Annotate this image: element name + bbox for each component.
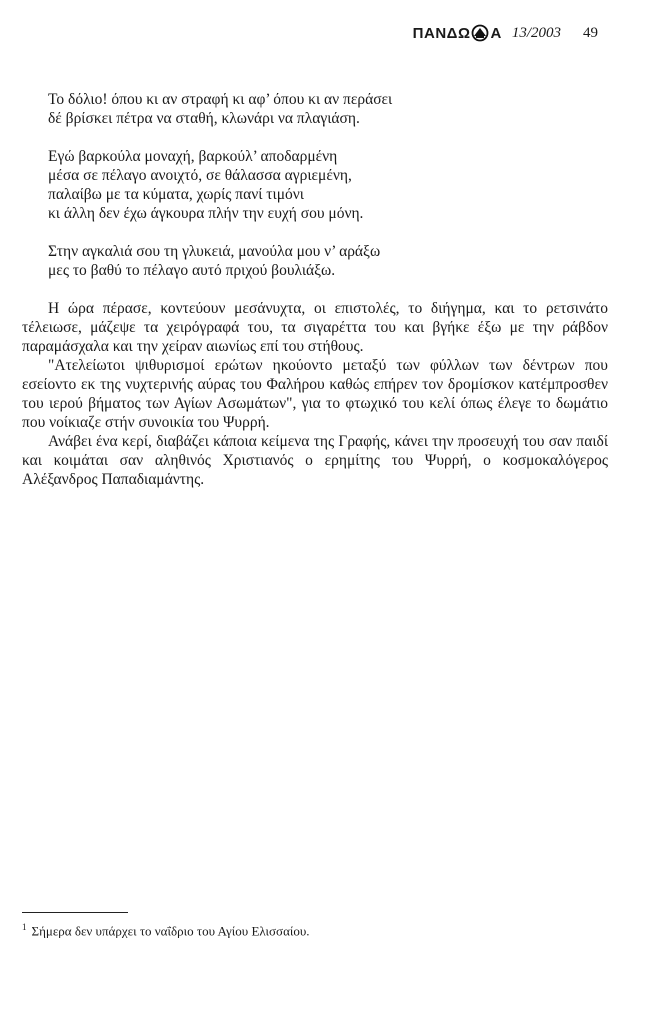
main-text <box>22 90 608 489</box>
footnote <box>22 919 608 939</box>
page-header <box>413 24 598 42</box>
page-number: 49 <box>583 24 598 41</box>
poem <box>22 90 608 280</box>
logo-text-right: Α <box>490 24 502 42</box>
verse-line: Στην αγκαλιά σου τη γλυκειά, μανούλα μου ν’ αράξω <box>48 243 381 260</box>
verse-line: Το δόλιο! όπου κι αν στραφή κι αφ’ όπου κι αν περάσει <box>48 91 393 108</box>
prose-paragraph: Η ώρα πέρασε, κοντεύουν μεσάνυχτα, οι επιστολές, το διήγημα, και το ρετσινάτο τέλειωσε, μάζεψε τα χειρόγραφά του, τα σιγαρέττα του και βγήκε έξω με την ράβδον παραμάσχαλα και την χείραν αιωνίως επί του στήθους. <box>22 300 608 355</box>
verse-line: μες το βαθύ το πέλαγο αυτό πριχού βουλιάξω. <box>48 262 336 279</box>
footnote-marker: 1 <box>22 922 27 932</box>
logo-text-left: ΠΑΝΔΩ <box>412 24 471 42</box>
verse-line: μέσα σε πέλαγο ανοιχτό, σε θάλασσα αγριεμένη, <box>48 167 352 184</box>
issue-number: 13/2003 <box>511 24 561 41</box>
pandora-emblem-icon <box>471 24 489 42</box>
prose-section <box>22 299 608 489</box>
footnote-text: Σήμερα δεν υπάρχει το ναΐδριο του Αγίου Ελισσαίου. <box>31 923 310 939</box>
poem-stanza <box>48 90 608 128</box>
prose-paragraph: Ανάβει ένα κερί, διαβάζει κάποια κείμενα της Γραφής, κάνει την προσευχή του σαν παιδί και κοιμάται σαν αληθινός Χριστιανός ο ερημίτης του Ψυρρή, ο κοσμοκαλόγερος Αλέξανδρος Παπαδιαμάντης. <box>22 433 608 488</box>
verse-line: παλαίβω με τα κύματα, χωρίς πανί τιμόνι <box>48 186 304 203</box>
prose-paragraph: "Ατελείωτοι ψιθυρισμοί ερώτων ηκούοντο μεταξύ των φύλλων των δέντρων που εσείοντο εκ της νυχτερινής αύρας του Φαλήρου καθώς επήρεν τον δρομίσκον κατέμπροσθεν του ιερού βήματος των Αγίων Ασωμάτων", για το φτωχικό του κελί όπως έλεγε το δωμάτιο που νοίκιαζε στήν συνοικία του Ψυρρή. <box>22 357 608 431</box>
poem-stanza <box>48 147 608 223</box>
journal-logo <box>413 24 502 42</box>
footnote-divider <box>22 912 128 913</box>
verse-line: κι άλλη δεν έχω άγκουρα πλήν την ευχή σου μόνη. <box>48 205 364 222</box>
poem-stanza <box>48 242 608 280</box>
verse-line: Εγώ βαρκούλα μοναχή, βαρκούλ’ αποδαρμένη <box>48 148 338 165</box>
verse-line: δέ βρίσκει πέτρα να σταθή, κλωνάρι να πλαγιάση. <box>48 110 360 127</box>
